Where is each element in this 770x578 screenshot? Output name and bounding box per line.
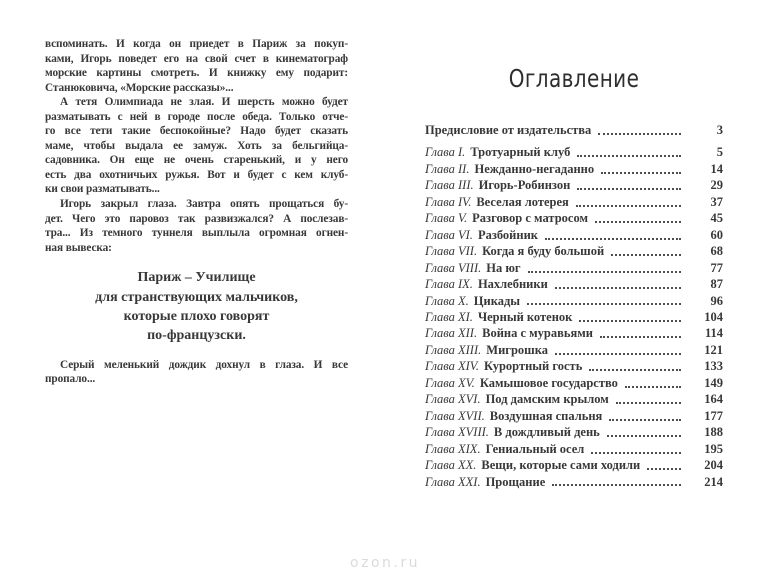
toc-row — [425, 342, 723, 358]
toc-entry-title: Прощание — [485, 474, 546, 489]
toc-row — [425, 194, 723, 210]
toc-page-number: 37 — [710, 194, 723, 209]
paragraph — [45, 37, 348, 95]
toc-chapter-label: Глава II. — [425, 161, 470, 176]
dot-leader — [555, 353, 681, 355]
toc-chapter-label: Глава XIV. — [425, 359, 479, 374]
toc-chapter-label: Глава XX. — [425, 458, 477, 473]
dot-leader — [589, 369, 681, 371]
toc-page-number: 87 — [710, 277, 723, 292]
toc-entry-title: Разговор с матросом — [472, 211, 588, 226]
dot-leader — [598, 133, 681, 135]
toc-row — [425, 375, 723, 391]
toc-page-number: 149 — [704, 375, 723, 390]
toc-chapter-label: Глава XXI. — [425, 474, 481, 489]
toc-page-number: 164 — [704, 392, 723, 407]
text-line: разматывать с ней в городе после обеда. Только отче- — [45, 110, 348, 123]
toc-row — [425, 293, 723, 309]
toc-chapter-label: Глава XI. — [425, 309, 473, 324]
toc-row — [425, 177, 723, 193]
dot-leader — [552, 484, 681, 486]
text-line: пропало... — [45, 373, 96, 386]
toc-row — [425, 358, 723, 374]
toc-page-number: 3 — [716, 123, 723, 137]
toc-list — [425, 122, 723, 490]
dot-leader — [576, 205, 681, 207]
toc-page-number: 60 — [710, 227, 723, 242]
dot-leader — [545, 238, 681, 240]
dot-leader — [577, 188, 681, 190]
sign-line: которые плохо говорят — [123, 309, 270, 325]
text-line: тра... Из темного туннеля выплыла огромная огнен- — [45, 227, 348, 240]
toc-chapter-label: Глава X. — [425, 293, 469, 308]
toc-row — [425, 210, 723, 226]
paragraph — [45, 197, 348, 255]
toc-entry-title: В дождливый день — [493, 425, 600, 440]
toc-page-number: 114 — [704, 326, 723, 341]
text-line: морские картины смотреть. И книжку ему подарит: — [45, 67, 348, 80]
toc-page-number: 214 — [704, 474, 723, 489]
toc-heading: Оглавление — [508, 64, 640, 93]
dot-leader — [609, 419, 681, 421]
toc-row — [425, 325, 723, 341]
right-page — [425, 0, 723, 578]
toc-entry-title: Тротуарный клуб — [470, 145, 571, 160]
toc-row — [425, 227, 723, 243]
toc-chapter-label: Глава VIII. — [425, 260, 482, 275]
toc-row — [425, 309, 723, 325]
dot-leader — [625, 386, 681, 388]
toc-entry-title: Цикады — [473, 293, 521, 308]
text-line: вспоминать. И когда он приедет в Париж за покуп- — [45, 38, 348, 50]
toc-entry-title: Курортный гость — [483, 359, 583, 374]
toc-page-number: 195 — [704, 441, 723, 456]
toc-page-number: 177 — [704, 408, 723, 423]
toc-page-number: 188 — [704, 425, 723, 440]
text-line: го все тети такие беспокойные? Надо будет сказать — [45, 125, 348, 138]
toc-page-number: 29 — [710, 178, 723, 193]
toc-row — [425, 276, 723, 292]
toc-row — [425, 161, 723, 177]
toc-chapter-label: Глава XV. — [425, 375, 475, 390]
toc-row — [425, 424, 723, 440]
toc-chapter-label: Глава XVII. — [425, 408, 485, 423]
toc-entry-title: На юг — [486, 260, 521, 275]
toc-entry-title: Вещи, которые сами ходили — [481, 458, 641, 473]
toc-entry-title: Черный котенок — [477, 309, 573, 324]
toc-entry-title: Когда я буду большой — [482, 244, 605, 259]
toc-chapter-label: Глава XVI. — [425, 392, 481, 407]
toc-chapter-label: Глава VI. — [425, 227, 473, 242]
toc-chapter-label: Глава XVIII. — [425, 425, 489, 440]
dot-leader — [591, 452, 681, 454]
sign-line: для странствующих мальчиков, — [95, 289, 298, 305]
toc-entry-title: Предисловие от издательства — [425, 123, 592, 137]
toc-page-number: 133 — [704, 359, 723, 374]
dot-leader — [555, 287, 681, 289]
toc-page-number: 204 — [704, 458, 723, 473]
toc-row — [425, 408, 723, 424]
dot-leader — [647, 468, 681, 470]
text-line: А тетя Олимпиада не злая. И шерсть можно будет — [60, 96, 348, 109]
text-line: ками, Игорь поведет его на свой счет в кинематограф — [45, 52, 348, 65]
toc-entry-title: Нахлебники — [477, 277, 548, 292]
text-line: маме, чтобы выдала ее замуж. Хоть за бельгийца- — [45, 139, 348, 152]
toc-chapter-label: Глава I. — [425, 145, 466, 160]
text-line: есть два охотничьих ружья. Вот и будет с кем клуб- — [45, 168, 348, 181]
toc-chapter-label: Глава XIX. — [425, 441, 481, 456]
toc-row — [425, 441, 723, 457]
text-line: садовника. Он еще не очень старенький, и у него — [45, 154, 348, 167]
text-line: Станюковича, «Морские рассказы»... — [45, 81, 234, 94]
paragraph — [45, 95, 348, 197]
toc-chapter-label: Глава VII. — [425, 244, 478, 259]
toc-row — [425, 391, 723, 407]
toc-entry-title: Мигрошка — [486, 342, 548, 357]
text-line: ки свои разматывать... — [45, 183, 160, 196]
toc-chapter-label: Глава V. — [425, 211, 468, 226]
toc-entry-title: Игорь-Робинзон — [478, 178, 571, 193]
toc-entry-title: Веселая лотерея — [476, 194, 569, 209]
dot-leader — [607, 435, 681, 437]
toc-chapter-label: Глава III. — [425, 178, 474, 193]
toc-row — [425, 260, 723, 276]
toc-page-number: 5 — [716, 145, 723, 160]
toc-page-number: 104 — [704, 309, 723, 324]
dot-leader — [527, 303, 681, 305]
toc-page-number: 77 — [710, 260, 723, 275]
paragraph — [45, 358, 348, 387]
toc-entry-title: Нежданно-негаданно — [474, 161, 595, 176]
dot-leader — [616, 402, 681, 404]
dot-leader — [579, 320, 681, 322]
toc-entry-title: Воздушная спальня — [489, 408, 603, 423]
toc-row — [425, 243, 723, 259]
toc-row — [425, 144, 723, 160]
text-line: Игорь закрыл глаза. Завтра опять прощаться бу- — [60, 198, 348, 211]
toc-entry-title: Под дамским крылом — [485, 392, 609, 407]
dot-leader — [595, 221, 681, 223]
toc-chapter-label: Глава IX. — [425, 277, 473, 292]
dot-leader — [577, 155, 681, 157]
sign-line: по-французски. — [147, 328, 246, 344]
toc-page-number: 45 — [710, 211, 723, 226]
toc-entry-title: Гениальный осел — [485, 441, 585, 456]
toc-page-number: 68 — [710, 244, 723, 259]
dot-leader — [528, 271, 681, 273]
toc-page-number: 96 — [710, 293, 723, 308]
toc-page-number: 121 — [704, 342, 723, 357]
toc-entry-title: Камышовое государство — [479, 375, 618, 390]
toc-chapter-label: Глава XIII. — [425, 342, 482, 357]
text-line: ная вывеска: — [45, 241, 112, 254]
dot-leader — [600, 336, 681, 338]
sign-text — [45, 268, 348, 346]
ozon-watermark: ozon.ru — [350, 555, 420, 571]
toc-row — [425, 457, 723, 473]
toc-chapter-label: Глава IV. — [425, 194, 472, 209]
left-page — [45, 37, 348, 387]
text-line: дет. Чего это паровоз так развизжался? А послезав- — [45, 212, 348, 225]
text-line: Серый меленький дождик дохнул в глаза. И все — [60, 358, 348, 371]
dot-leader — [611, 254, 681, 256]
toc-page-number: 14 — [710, 161, 723, 176]
toc-chapter-label: Глава XII. — [425, 326, 478, 341]
sign-line: Париж – Училище — [137, 270, 256, 286]
toc-entry-title: Разбойник — [477, 227, 538, 242]
toc-entry-title: Война с муравьями — [482, 326, 593, 341]
toc-row — [425, 122, 723, 138]
toc-row — [425, 474, 723, 490]
dot-leader — [601, 172, 681, 174]
